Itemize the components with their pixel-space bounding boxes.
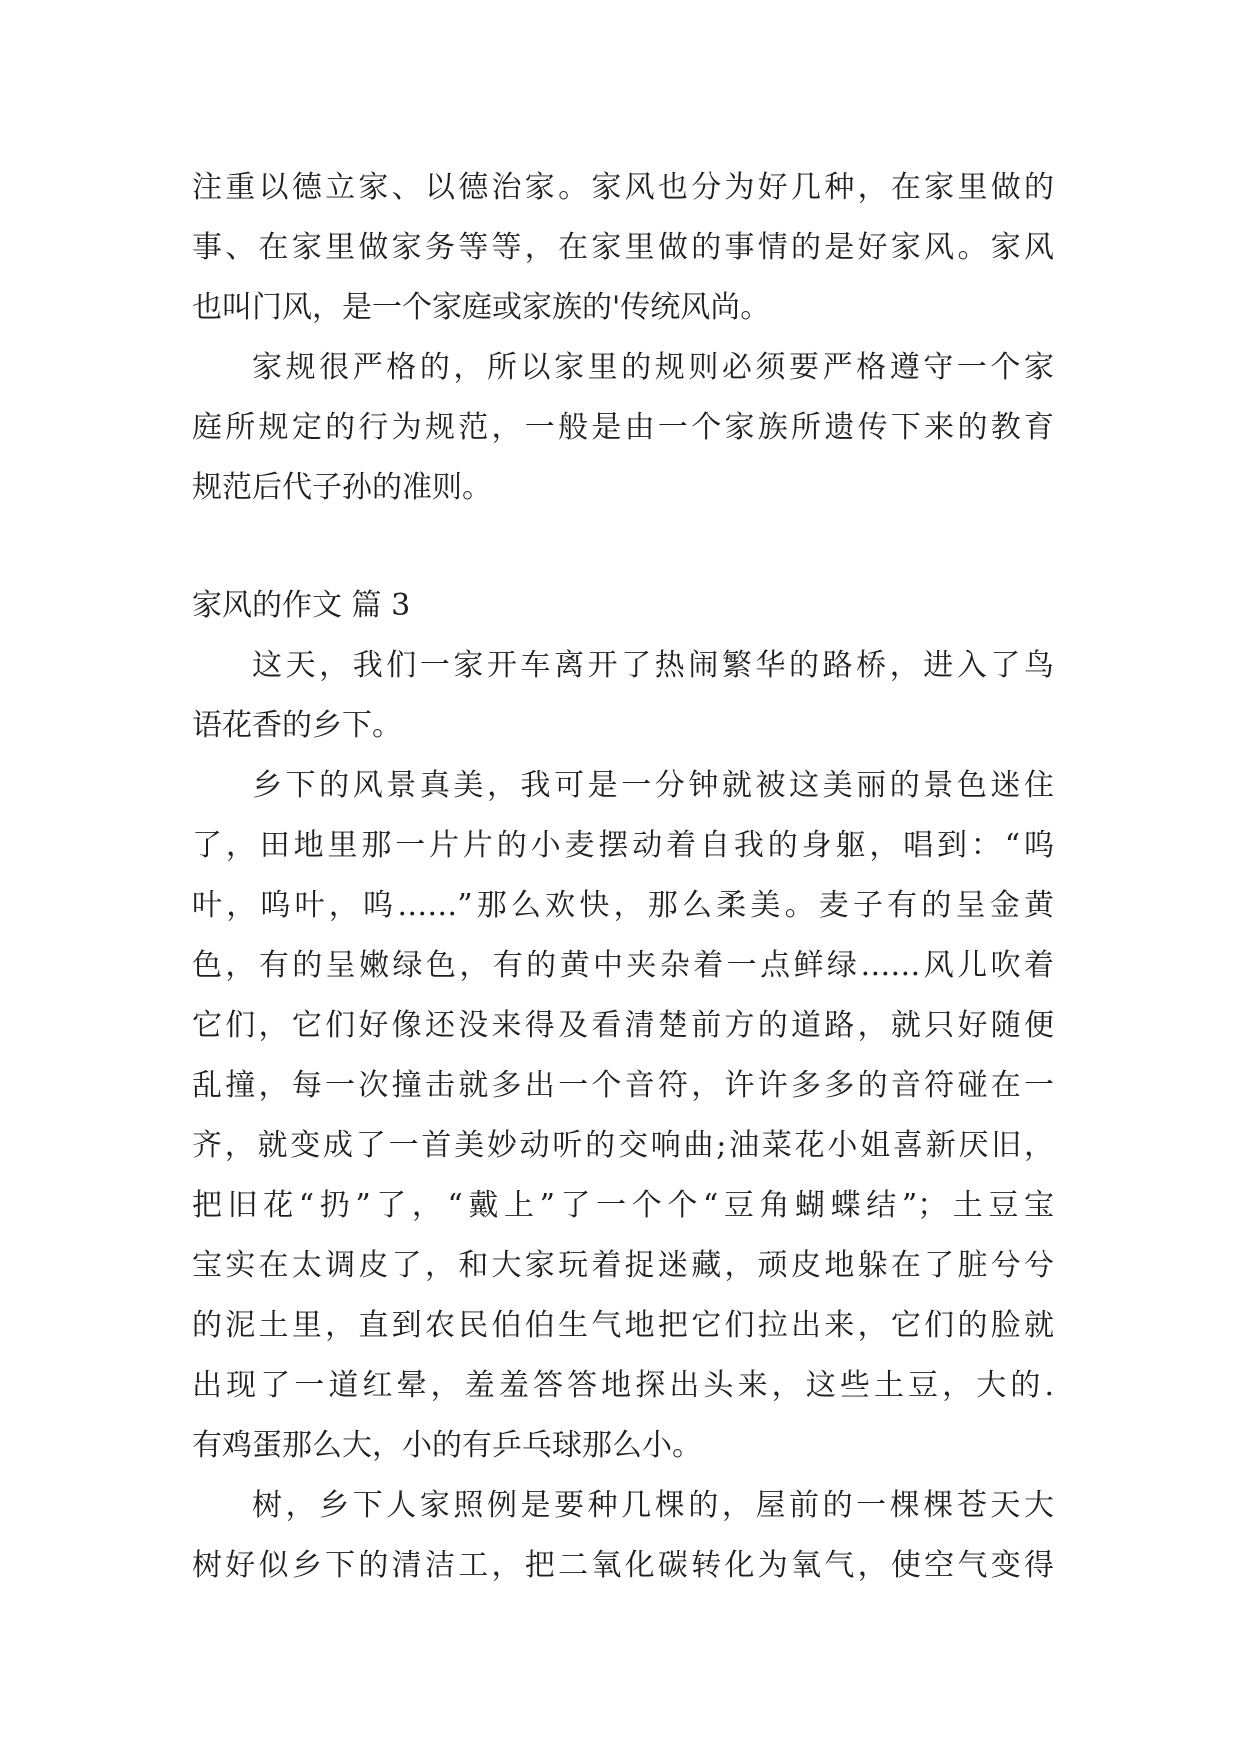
text-line: 家规很严格的，所以家里的规则必须要严格遵守一个家 [252,350,1054,385]
text-line: 事、在家里做家务等等，在家里做的事情的是好家风。家风 [192,230,1054,265]
text-line: 有鸡蛋那么大，小的有乒乓球那么小。 [192,1428,702,1463]
text-line: 语花香的乡下。 [192,708,402,743]
text-line: 的泥土里，直到农民伯伯生气地把它们拉出来，它们的脸就 [192,1308,1054,1343]
text-line: 乱撞，每一次撞击就多出一个音符，许许多多的音符碰在一 [192,1068,1054,1103]
paragraph-4 [192,756,1054,1476]
paragraph-5 [192,1476,1054,1596]
paragraph-2 [192,338,1054,518]
text-line: 规范后代子孙的准则。 [192,470,492,505]
text-line: 庭所规定的行为规范，一般是由一个家族所遗传下来的教育 [192,410,1054,445]
text-line: 树，乡下人家照例是要种几棵的，屋前的一棵棵苍天大 [252,1488,1054,1523]
document-page [192,158,1054,1596]
text-line: 把旧花“扔”了，“戴上”了一个个“豆角蝴蝶结”；土豆宝 [192,1188,1054,1223]
text-line: 色，有的呈嫩绿色，有的黄中夹杂着一点鲜绿……风儿吹着 [192,948,1054,983]
text-line: 叶，呜叶，呜……”那么欢快，那么柔美。麦子有的呈金黄 [192,888,1054,923]
paragraph-3 [192,636,1054,756]
text-line: 出现了一道红晕，羞羞答答地探出头来，这些土豆，大的. [192,1368,1054,1403]
paragraph-1 [192,158,1054,338]
text-line: 也叫门风，是一个家庭或家族的'传统风尚。 [192,290,771,325]
text-line: 它们，它们好像还没来得及看清楚前方的道路，就只好随便 [192,1008,1054,1043]
section-heading: 家风的作文 篇 3 [192,588,411,623]
text-line: 树好似乡下的清洁工，把二氧化碳转化为氧气，使空气变得 [192,1548,1054,1583]
text-line: 了，田地里那一片片的小麦摆动着自我的身躯，唱到：“呜 [192,828,1054,863]
text-line: 注重以德立家、以德治家。家风也分为好几种，在家里做的 [192,170,1054,205]
text-line: 齐，就变成了一首美妙动听的交响曲;油菜花小姐喜新厌旧， [192,1128,1054,1163]
text-line: 乡下的风景真美，我可是一分钟就被这美丽的景色迷住 [252,768,1054,803]
text-line: 宝实在太调皮了，和大家玩着捉迷藏，顽皮地躲在了脏兮兮 [192,1248,1054,1283]
text-line: 这天，我们一家开车离开了热闹繁华的路桥，进入了鸟 [252,648,1054,683]
